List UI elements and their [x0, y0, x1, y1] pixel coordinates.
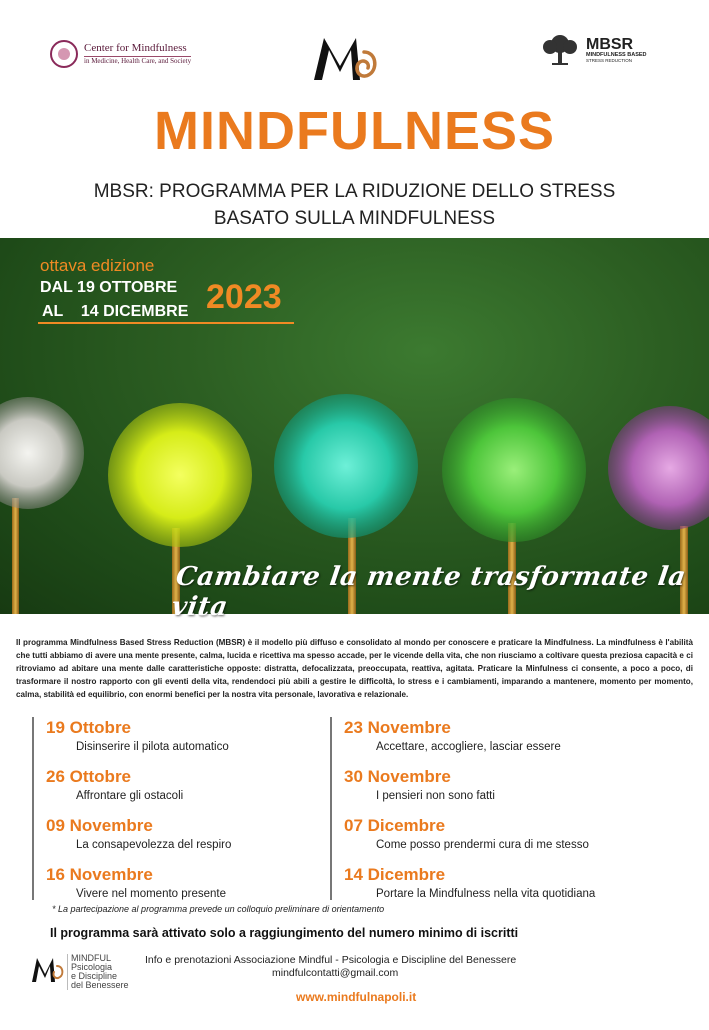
- session-date: 19 Ottobre: [46, 718, 132, 737]
- session-topic: Come posso prendermi cura di me stesso: [376, 839, 589, 851]
- subtitle-line2: BASATO SULLA MINDFULNESS: [213, 208, 496, 229]
- session-topic: Accettare, accogliere, lasciar essere: [376, 741, 561, 753]
- website-link[interactable]: www.mindfulnapoli.it: [296, 990, 417, 1004]
- page-subtitle: [0, 178, 709, 232]
- date-underline: [38, 322, 294, 324]
- session-entry: [330, 815, 630, 864]
- cfm-logo-line1: Center for Mindfulness: [84, 41, 187, 54]
- schedule-left-column: [32, 717, 332, 913]
- mbsr-logo-sub1: MINDFULNESS BASED: [586, 52, 647, 58]
- interview-note: * La partecipazione al programma prevede un colloquio preliminare di orientamento: [52, 904, 385, 914]
- footer-logo-line2: Psicologia: [71, 962, 113, 972]
- footer-logo-line3: e Discipline: [71, 971, 118, 981]
- session-topic: I pensieri non sono fatti: [376, 790, 495, 802]
- session-topic: La consapevolezza del respiro: [76, 839, 232, 851]
- booking-info: [145, 954, 516, 980]
- session-topic: Vivere nel momento presente: [76, 888, 227, 900]
- subtitle-line1: MBSR: PROGRAMMA PER LA RIDUZIONE DELLO STRESS: [93, 181, 616, 202]
- session-date: 07 Dicembre: [344, 816, 446, 835]
- session-entry: [330, 717, 630, 766]
- activation-notice: Il programma sarà attivato solo a raggiungimento del numero minimo di iscritti: [50, 926, 519, 940]
- mindful-m-small-icon: [30, 954, 64, 984]
- mindful-footer-logo: [30, 954, 129, 990]
- cfm-seal-icon: [50, 40, 78, 68]
- cfm-logo-line2: in Medicine, Health Care, and Society: [84, 57, 192, 66]
- year: 2023: [206, 278, 282, 316]
- booking-info-line: Info e prenotazioni Associazione Mindful - Psicologia e Discipline del Benessere: [145, 954, 517, 966]
- footer-logo-line1: MINDFUL: [71, 953, 111, 963]
- session-topic: Disinserire il pilota automatico: [76, 741, 229, 753]
- date-from: DAL 19 OTTOBRE: [40, 279, 178, 296]
- session-entry: [32, 766, 332, 815]
- session-topic: Portare la Mindfulness nella vita quotidiana: [376, 888, 596, 900]
- footer-logo-line4: del Benessere: [71, 980, 129, 990]
- session-entry: [330, 766, 630, 815]
- session-entry: [32, 717, 332, 766]
- cfm-logo: [50, 40, 191, 68]
- session-date: 26 Ottobre: [46, 767, 132, 786]
- session-entry: [32, 815, 332, 864]
- session-date: 30 Novembre: [344, 767, 451, 786]
- schedule-right-column: [330, 717, 630, 913]
- session-date: 09 Novembre: [46, 816, 153, 835]
- tree-icon: [540, 34, 580, 66]
- mbsr-logo-sub2: STRESS REDUCTION: [586, 57, 633, 63]
- session-date: 16 Novembre: [46, 865, 153, 884]
- page-title: MINDFULNESS: [154, 101, 555, 161]
- tagline: Cambiare la mente trasformate la vita: [169, 562, 688, 622]
- edition-label: ottava edizione: [40, 256, 155, 275]
- date-to: AL 14 DICEMBRE: [42, 303, 189, 320]
- session-topic: Affrontare gli ostacoli: [76, 790, 184, 802]
- program-description: Il programma Mindfulness Based Stress Reduction (MBSR) è il modello più diffuso e consolidato al mondo per conoscere e praticare la Mindfulness. La mindfulness è l'abilità che tutti abbiamo di avere una mente presente, calma, lucida e ricettiva ma spesso accade, per le vicende della vita, che non riusciamo a coltivare questa preziosa capacità e ci ritroviamo ad abitare una mente dalle caratteristiche opposte: distratta, defocalizzata, preoccupata, reattiva, agitata. Praticare la Minfulness ci consente, a poco a poco, di trasformare il nostro rapporto con gli eventi della vita, rendendoci più abili a gestire le difficoltà, lo stress e i cambiamenti, imparando a mantenere, momento per momento, calma, stabilità ed equilibrio, con enormi benefici per la nostra vita personale, lavorativa e relazionale.: [16, 638, 693, 699]
- mbsr-logo: [540, 34, 647, 66]
- session-date: 14 Dicembre: [344, 865, 446, 884]
- session-date: 23 Novembre: [344, 718, 451, 737]
- mindful-m-logo-icon: [310, 30, 380, 86]
- mbsr-logo-name: MBSR: [586, 36, 634, 53]
- contact-email[interactable]: mindfulcontatti@gmail.com: [272, 967, 399, 979]
- date-range: [40, 276, 188, 324]
